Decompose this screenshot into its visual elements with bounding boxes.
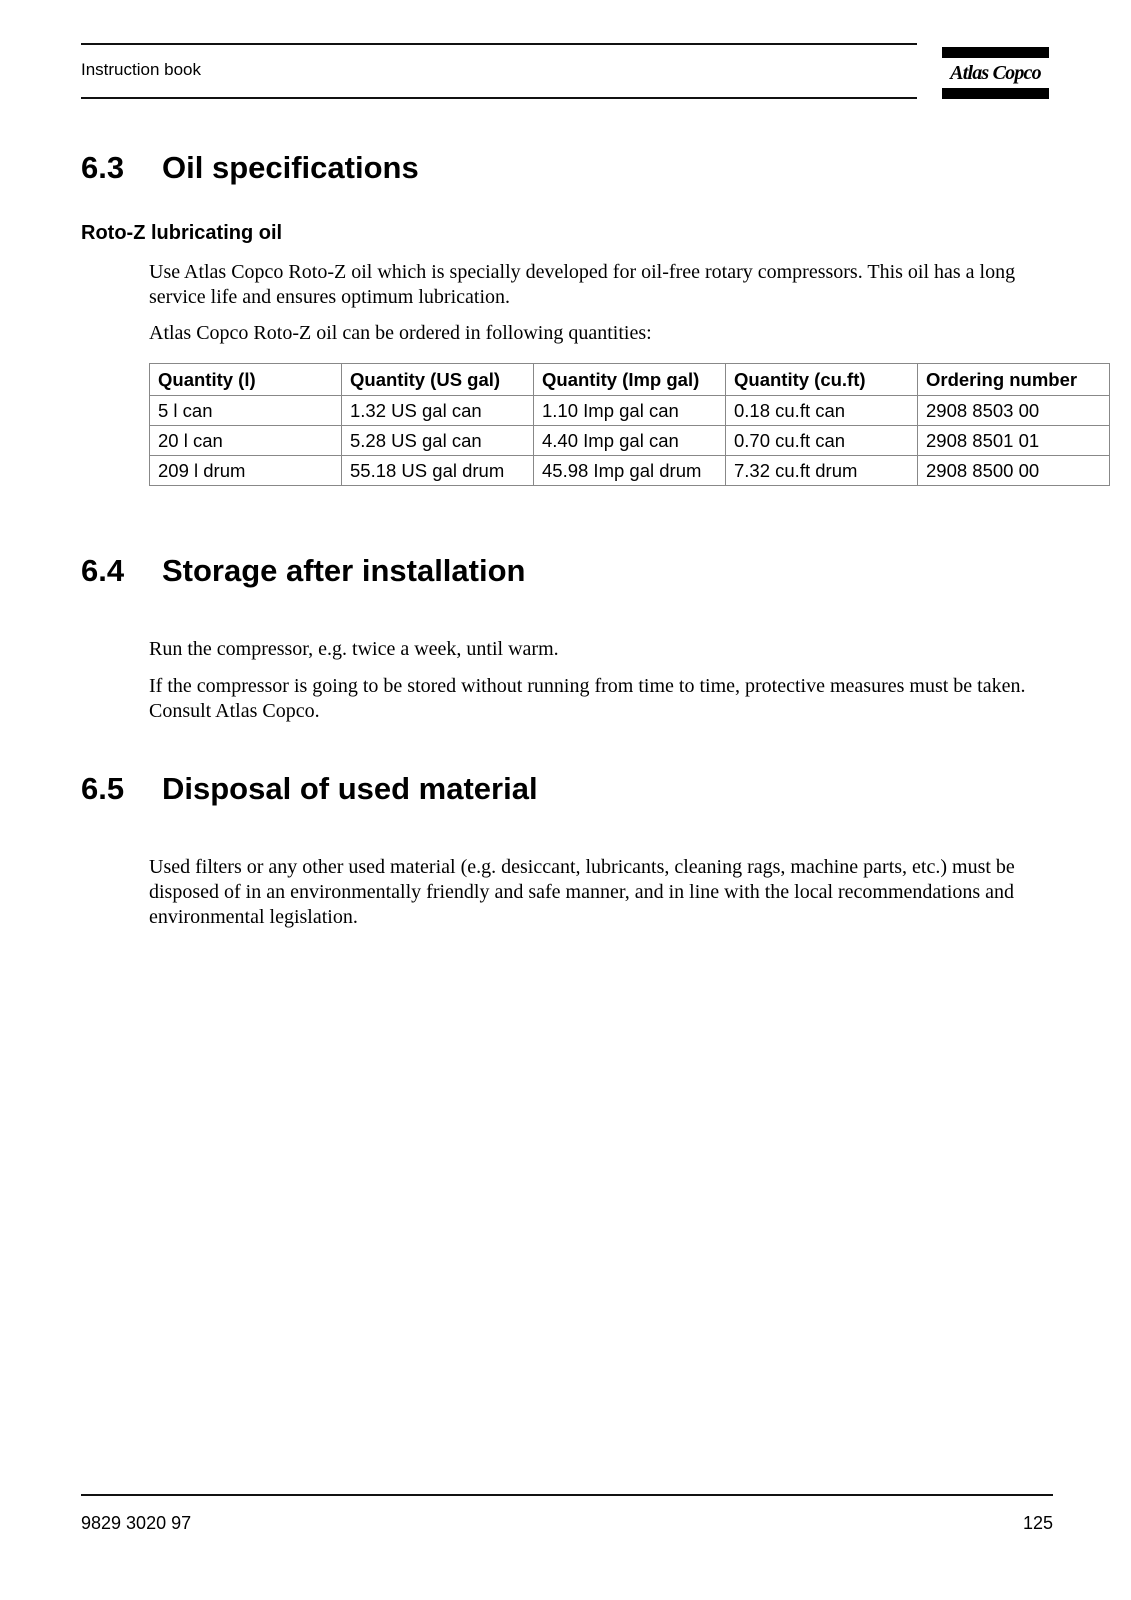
column-header: Quantity (Imp gal): [534, 364, 726, 396]
paragraph-run-compressor: Run the compressor, e.g. twice a week, until warm.: [149, 638, 559, 660]
section-number: 6.4: [81, 553, 125, 588]
table-cell: 5 l can: [150, 396, 342, 426]
logo-bottom-bar: [942, 88, 1049, 99]
table-cell: 5.28 US gal can: [342, 426, 534, 456]
header-bottom-rule: [81, 97, 917, 99]
paragraph-roto-z-intro: Use Atlas Copco Roto-Z oil which is specially developed for oil-free rotary compressors. This oil has a long service life and ensures optimum lubrication.: [149, 261, 1016, 308]
paragraph-order-quantities: Atlas Copco Roto-Z oil can be ordered in following quantities:: [149, 322, 652, 344]
table-row: [150, 396, 1110, 426]
section-heading-storage: [81, 553, 525, 589]
column-header: Quantity (cu.ft): [726, 364, 918, 396]
table-cell: 20 l can: [150, 426, 342, 456]
oil-quantity-table: [149, 363, 1110, 486]
document-number: 9829 3020 97: [81, 1513, 192, 1533]
section-title: Storage after installation: [162, 553, 526, 588]
table-header-row: [150, 364, 1110, 396]
table-cell: 55.18 US gal drum: [342, 456, 534, 486]
table-cell: 2908 8500 00: [918, 456, 1110, 486]
table-cell: 1.32 US gal can: [342, 396, 534, 426]
table-cell: 2908 8501 01: [918, 426, 1110, 456]
table-cell: 7.32 cu.ft drum: [726, 456, 918, 486]
table-cell: 0.70 cu.ft can: [726, 426, 918, 456]
table-row: [150, 426, 1110, 456]
subheading-roto-z: Roto-Z lubricating oil: [81, 222, 283, 244]
section-heading-oil-specifications: [81, 150, 419, 186]
paragraph-disposal: Used filters or any other used material (e.g. desiccant, lubricants, cleaning rags, machine parts, etc.) must be disposed of in an environmentally friendly and safe manner, and in line with the local recommendations and environmental legislation.: [149, 856, 1015, 928]
logo-wordmark: Atlas Copco: [950, 62, 1041, 84]
header-top-rule: [81, 43, 917, 45]
column-header: Quantity (US gal): [342, 364, 534, 396]
section-heading-disposal: [81, 771, 538, 807]
table-cell: 4.40 Imp gal can: [534, 426, 726, 456]
table-cell: 0.18 cu.ft can: [726, 396, 918, 426]
table-cell: 2908 8503 00: [918, 396, 1110, 426]
table-row: [150, 456, 1110, 486]
column-header: Ordering number: [918, 364, 1110, 396]
table-cell: 1.10 Imp gal can: [534, 396, 726, 426]
page-number: 125: [1022, 1513, 1053, 1533]
section-number: 6.5: [81, 771, 125, 806]
column-header: Quantity (l): [150, 364, 342, 396]
paragraph-storage-measures: If the compressor is going to be stored without running from time to time, protective measures must be taken. Consult Atlas Copco.: [149, 675, 1026, 722]
header-title: Instruction book: [81, 60, 202, 79]
table-cell: 209 l drum: [150, 456, 342, 486]
section-title: Oil specifications: [162, 150, 419, 185]
footer-rule: [81, 1494, 1053, 1496]
section-number: 6.3: [81, 150, 125, 185]
logo-top-bar: [942, 47, 1049, 58]
section-title: Disposal of used material: [162, 771, 538, 806]
atlas-copco-logo: [942, 47, 1049, 99]
table-cell: 45.98 Imp gal drum: [534, 456, 726, 486]
